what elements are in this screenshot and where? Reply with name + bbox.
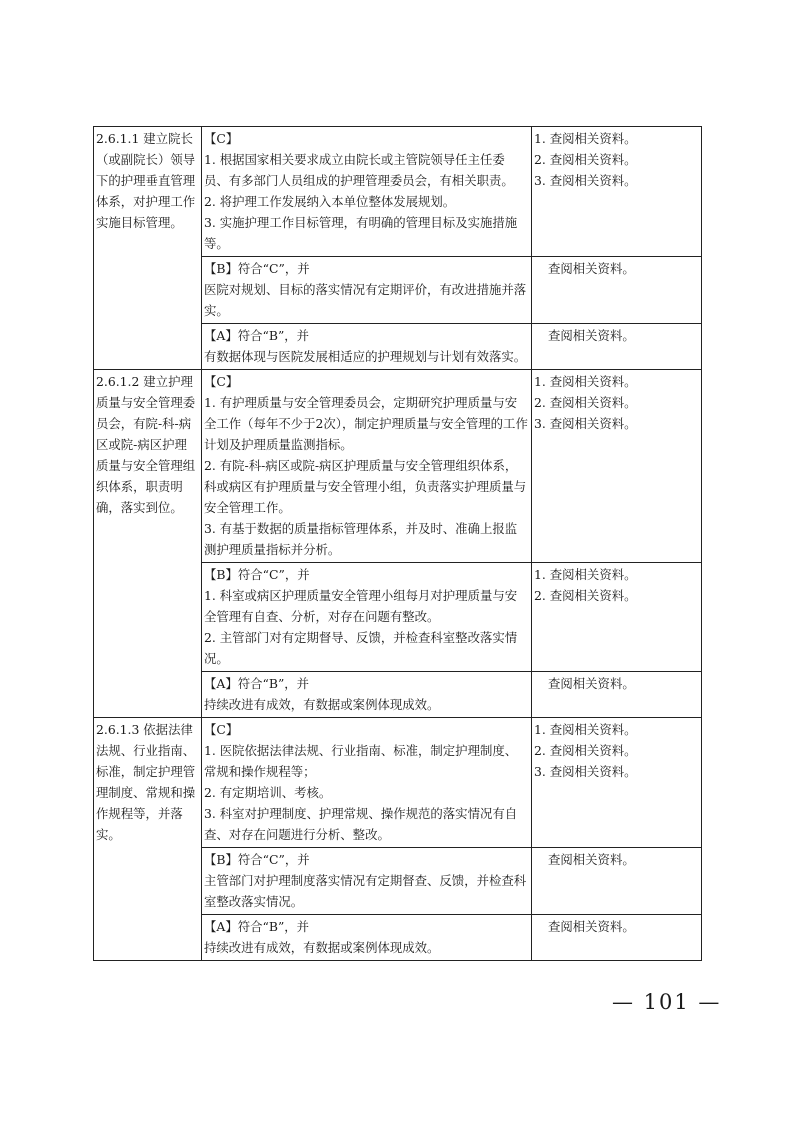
item-title-cell: 2.6.1.1 建立院长（或副院长）领导下的护理垂直管理体系，对护理工作实施目标管理。 [94,127,202,370]
method-text: 2. 查阅相关资料。 [534,152,637,167]
grade-label: 【A】符合“B”，并 [204,919,310,934]
criterion-text: 医院对规划、目标的落实情况有定期评价，有改进措施并落实。 [204,282,527,318]
criteria-cell [202,672,532,718]
grade-label: 【C】 [204,131,239,146]
criterion-text: 1. 科室或病区护理质量安全管理小组每月对护理质量与安全管理有自查、分析，对存在问题有整改。 [204,588,518,624]
criterion-row [94,370,702,563]
method-text: 1. 查阅相关资料。 [534,131,637,146]
item-title-cell: 2.6.1.3 依据法律法规、行业指南、标准，制定护理管理制度、常规和操作规程等，并落实。 [94,718,202,961]
criterion-text: 持续改进有成效，有数据或案例体现成效。 [204,697,440,712]
page-number: — 101 — [612,990,722,1014]
evaluation-method-cell [532,127,702,257]
evaluation-method-cell [532,257,702,324]
method-text: 1. 查阅相关资料。 [534,374,637,389]
criterion-text: 3. 实施护理工作目标管理，有明确的管理目标及实施措施等。 [204,215,518,251]
criteria-cell [202,324,532,370]
grade-label: 【B】符合“C”，并 [204,567,310,582]
criterion-text: 1. 根据国家相关要求成立由院长或主管院领导任主任委员、有多部门人员组成的护理管理委员会，有相关职责。 [204,152,514,188]
method-text: 2. 查阅相关资料。 [534,395,637,410]
method-text: 2. 查阅相关资料。 [534,588,637,603]
method-text: 1. 查阅相关资料。 [534,567,637,582]
method-text: 查阅相关资料。 [548,852,635,867]
method-text: 查阅相关资料。 [548,261,635,276]
criterion-text: 3. 科室对护理制度、护理常规、操作规范的落实情况有自查、对存在问题进行分析、整改。 [204,806,518,842]
criteria-cell [202,848,532,915]
criterion-text: 2. 有院-科-病区或院-病区护理质量与安全管理组织体系，科或病区有护理质量与安全管理小组，负责落实护理质量与安全管理工作。 [204,458,527,515]
criterion-text: 持续改进有成效，有数据或案例体现成效。 [204,940,440,955]
standards-table-body [94,127,702,961]
evaluation-method-cell [532,563,702,672]
grade-label: 【A】符合“B”，并 [204,328,310,343]
evaluation-method-cell [532,848,702,915]
evaluation-method-cell [532,718,702,848]
method-text: 2. 查阅相关资料。 [534,743,637,758]
method-text: 查阅相关资料。 [548,919,635,934]
criterion-text: 2. 将护理工作发展纳入本单位整体发展规划。 [204,194,456,209]
evaluation-method-cell [532,370,702,563]
criterion-text: 2. 主管部门对有定期督导、反馈，并检查科室整改落实情况。 [204,630,518,666]
criterion-row [94,718,702,848]
criteria-cell [202,370,532,563]
criteria-cell [202,563,532,672]
evaluation-method-cell [532,915,702,961]
criterion-text: 3. 有基于数据的质量指标管理体系，并及时、准确上报监测护理质量指标并分析。 [204,521,518,557]
criterion-text: 2. 有定期培训、考核。 [204,785,332,800]
criteria-cell [202,127,532,257]
criterion-text: 有数据体现与医院发展相适应的护理规划与计划有效落实。 [204,349,527,364]
criteria-cell [202,257,532,324]
criterion-text: 1. 医院依据法律法规、行业指南、标准，制定护理制度、常规和操作规程等； [204,743,518,779]
grade-label: 【B】符合“C”，并 [204,852,310,867]
item-title-cell: 2.6.1.2 建立护理质量与安全管理委员会，有院-科-病区或院-病区护理质量与安全管理组织体系，职责明确，落实到位。 [94,370,202,718]
method-text: 1. 查阅相关资料。 [534,722,637,737]
method-text: 3. 查阅相关资料。 [534,173,637,188]
criteria-cell [202,718,532,848]
method-text: 3. 查阅相关资料。 [534,416,637,431]
grade-label: 【C】 [204,722,239,737]
evaluation-method-cell [532,672,702,718]
criterion-row [94,127,702,257]
grade-label: 【B】符合“C”，并 [204,261,310,276]
grade-label: 【C】 [204,374,239,389]
criterion-text: 1. 有护理质量与安全管理委员会，定期研究护理质量与安全工作（每年不少于2次），制定护理质量与安全管理的工作计划及护理质量监测指标。 [204,395,528,452]
method-text: 查阅相关资料。 [548,676,635,691]
evaluation-method-cell [532,324,702,370]
grade-label: 【A】符合“B”，并 [204,676,310,691]
method-text: 3. 查阅相关资料。 [534,764,637,779]
criteria-cell [202,915,532,961]
standards-table [93,126,702,961]
criterion-text: 主管部门对护理制度落实情况有定期督查、反馈，并检查科室整改落实情况。 [204,873,527,909]
method-text: 查阅相关资料。 [548,328,635,343]
